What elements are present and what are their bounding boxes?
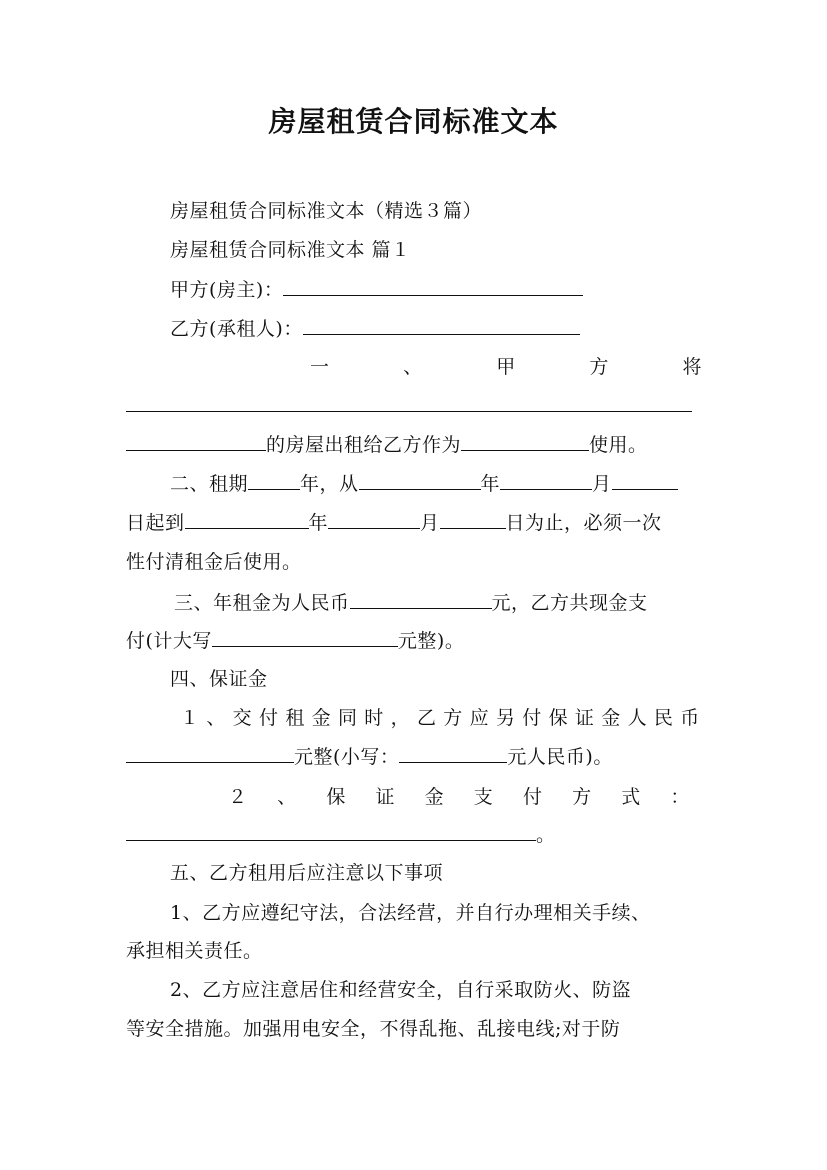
section4-item2-spaced [228,784,690,810]
s4-1-char: 付 [522,707,542,729]
section5-item1-line2: 承担相关责任。 [126,940,263,962]
party-a-line [170,277,583,303]
article-heading: 房屋租赁合同标准文本 篇１ [170,239,411,261]
section2-line2 [126,510,662,536]
s4-1-char: 另 [495,707,516,729]
end-month-blank [328,510,420,529]
section4-item1-line2 [126,744,613,770]
subtitle-line: 房屋租赁合同标准文本（精选３篇） [170,200,483,222]
s4-1-char: 交 [232,707,253,729]
deposit-blank [126,744,294,763]
term-years-blank [248,471,300,490]
address-blank-2 [126,432,266,451]
section5-heading: 五、乙方租用后应注意以下事项 [170,862,444,884]
section5-item2-line1: 2、乙方应注意居住和经营安全，自行采取防火、防盗 [170,979,632,1001]
section2-line3: 性付清租金后使用。 [126,551,302,573]
rent-amount-blank [350,590,492,609]
s4-1-char: 同 [337,707,358,729]
s1-char: 将 [682,356,702,378]
s2-month: 月 [592,473,612,495]
s2-head: 二、租期 [170,473,249,495]
start-day-blank [612,471,678,490]
s4-1-b: 元整(小写： [294,746,400,768]
s4-1-char: 民 [653,707,674,729]
s3-c: 付(计大写 [126,630,212,652]
s4-2-end: 。 [536,824,556,846]
party-a-label: 甲方(房主)： [170,279,284,301]
end-day-blank [440,510,506,529]
s4-2-char: 式 [621,786,641,808]
s3-b: 元，乙方共现金支 [491,592,648,614]
s4-2-char: ： [670,786,690,808]
s4-2-char: 方 [572,786,592,808]
s3-d: 元整)。 [397,630,465,652]
s4-1-c: 元人民币)。 [507,746,613,768]
section3-line2 [126,628,464,654]
s4-1-char: 币 [680,707,700,729]
section1-spaced-line [310,354,702,380]
s4-2-char: 保 [326,786,346,808]
party-b-line [170,316,580,342]
s2-until: 日为止，必须一次 [505,512,662,534]
s4-1-char: 乙 [416,707,437,729]
s2-year: 年，从 [300,473,359,495]
section4-item1-spaced [180,705,700,731]
section3-line1 [174,590,648,616]
s4-1-char: 、 [206,707,226,729]
end-year-blank [185,510,309,529]
s4-2-char: 付 [522,786,543,808]
section4-item2-line2 [126,822,556,848]
s4-1-char: 证 [574,707,595,729]
s4-1-char: １ [180,707,200,729]
section2-line1 [170,471,678,497]
section1-line3 [126,432,648,458]
document-title: 房屋租赁合同标准文本 [268,105,559,138]
s2-from: 日起到 [126,512,185,534]
s2-year2: 年 [480,473,501,495]
address-blank [126,393,692,412]
s1-char: 方 [589,356,609,378]
s4-1-char: 时 [364,707,384,729]
s4-2-char: 、 [277,786,297,808]
section1-blank-line [126,393,692,419]
s4-1-char: 方 [443,707,463,729]
s2-month2: 月 [420,512,440,534]
s1-char: 、 [403,356,423,378]
payment-method-blank [126,822,536,841]
party-b-label: 乙方(承租人)： [170,318,303,340]
s1-after-text: 的房屋出租给乙方作为 [266,434,462,456]
rent-words-blank [212,628,398,647]
start-month-blank [500,471,592,490]
s3-a: 三、年租金为人民币 [174,592,350,614]
s4-1-char: ， [390,707,411,729]
start-year-blank [359,471,481,490]
s4-1-char: 金 [311,707,332,729]
s1-end-text: 使用。 [589,434,648,456]
s1-char: 一 [310,356,330,378]
s4-1-char: 保 [548,707,569,729]
party-b-blank [303,316,580,335]
deposit-small-blank [399,744,507,763]
s4-1-char: 人 [627,707,648,729]
s4-2-char: ２ [228,786,248,808]
s4-2-char: 金 [424,786,445,808]
usage-blank [461,432,589,451]
party-a-blank [283,277,583,296]
s4-1-char: 付 [258,707,279,729]
section5-item2-line2: 等安全措施。加强用电安全，不得乱拖、乱接电线;对于防 [126,1018,621,1040]
s4-2-char: 支 [473,786,494,808]
s4-2-char: 证 [375,786,395,808]
section4-heading: 四、保证金 [170,668,268,690]
s4-1-char: 金 [601,707,621,729]
s4-1-char: 租 [285,707,305,729]
s4-1-char: 应 [469,707,490,729]
s1-char: 甲 [496,356,516,378]
s2-year3: 年 [308,512,329,534]
section5-item1-line1: 1、乙方应遵纪守法，合法经营，并自行办理相关手续、 [170,902,651,924]
